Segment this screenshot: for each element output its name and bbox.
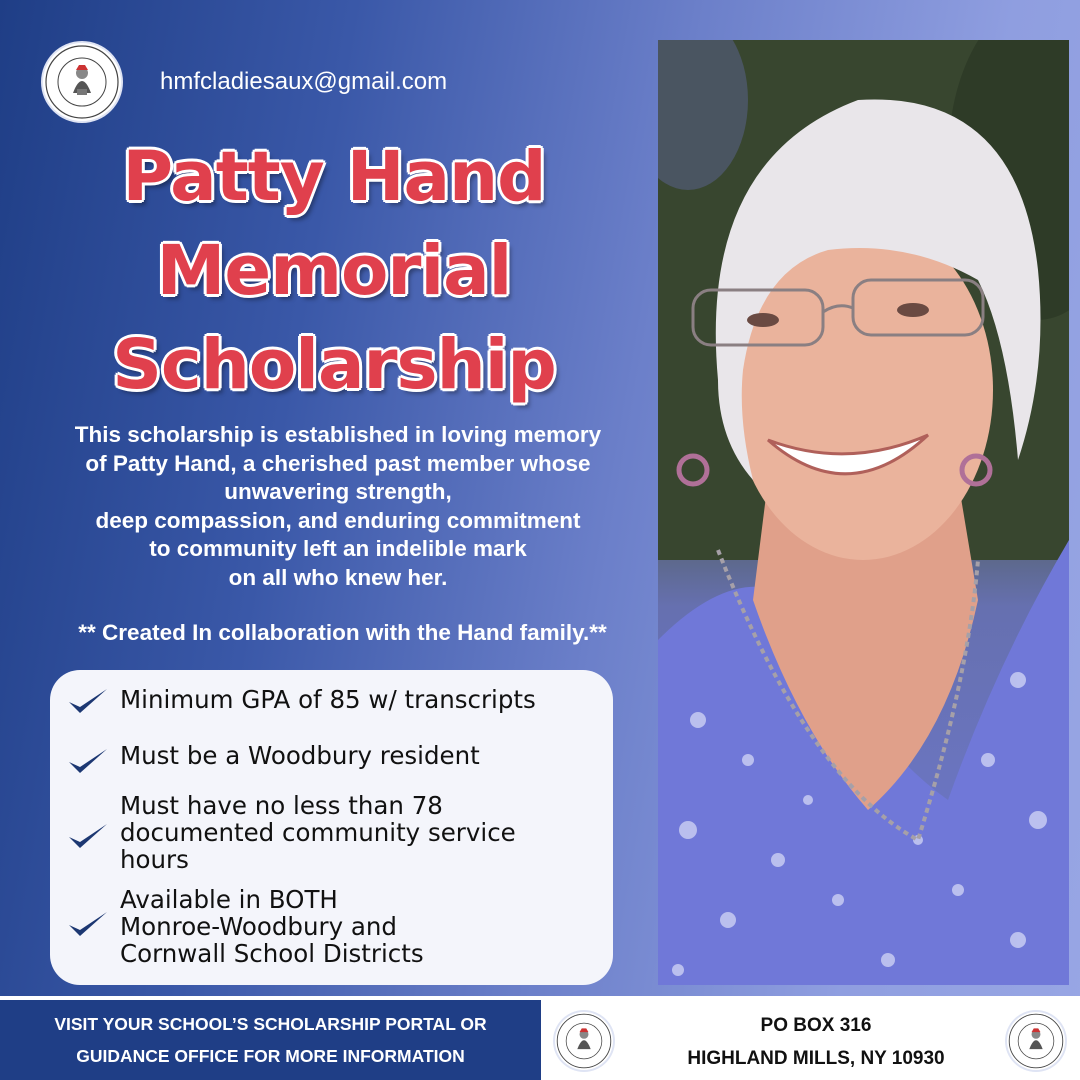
- address-line: HIGHLAND MILLS, NY 10930: [687, 1048, 945, 1069]
- requirement-text: Available in BOTH: [120, 885, 338, 914]
- title-line: Scholarship: [112, 325, 556, 405]
- requirement-text: Must be a Woodbury resident: [120, 741, 480, 770]
- visit-line: GUIDANCE OFFICE FOR MORE INFORMATION: [76, 1046, 465, 1066]
- requirement-text: Cornwall School Districts: [120, 939, 424, 968]
- checkmark-icon: [66, 745, 110, 777]
- ladies-auxiliary-logo: [1007, 1012, 1065, 1070]
- address-banner: [541, 1000, 1080, 1080]
- scholarship-description: [20, 421, 656, 592]
- requirement-text: documented community service: [120, 818, 516, 847]
- address-line: PO BOX 316: [760, 1015, 872, 1036]
- description-line: This scholarship is established in loving memory: [74, 422, 602, 447]
- description-line: deep compassion, and enduring commitment: [95, 507, 581, 533]
- requirements-box: [50, 670, 613, 985]
- collaboration-note: ** Created In collaboration with the Hand family.**: [78, 620, 607, 645]
- checkmark-icon: [66, 685, 110, 717]
- title-line: Memorial: [156, 231, 512, 311]
- requirement-text: hours: [120, 845, 189, 874]
- description-line: on all who knew her.: [228, 564, 448, 590]
- page-title: [60, 130, 608, 412]
- title-line: Patty Hand: [122, 137, 546, 217]
- requirement-text: Must have no less than 78: [120, 791, 443, 820]
- requirement-text: Monroe-Woodbury and: [120, 912, 397, 941]
- checkmark-icon: [66, 820, 110, 852]
- ladies-auxiliary-logo: [555, 1012, 613, 1070]
- portrait-photo: [658, 40, 1069, 985]
- contact-email[interactable]: hmfcladiesaux@gmail.com: [160, 68, 448, 95]
- visit-portal-banner: [0, 1000, 541, 1080]
- checkmark-icon: [66, 908, 110, 940]
- ladies-auxiliary-logo: [43, 43, 121, 121]
- visit-line: VISIT YOUR SCHOOL’S SCHOLARSHIP PORTAL OR: [54, 1014, 487, 1034]
- description-line: unwavering strength,: [224, 479, 452, 504]
- requirement-text: Minimum GPA of 85 w/ transcripts: [120, 685, 536, 714]
- description-line: to community left an indelible mark: [149, 536, 527, 561]
- description-line: of Patty Hand, a cherished past member whose: [85, 450, 591, 476]
